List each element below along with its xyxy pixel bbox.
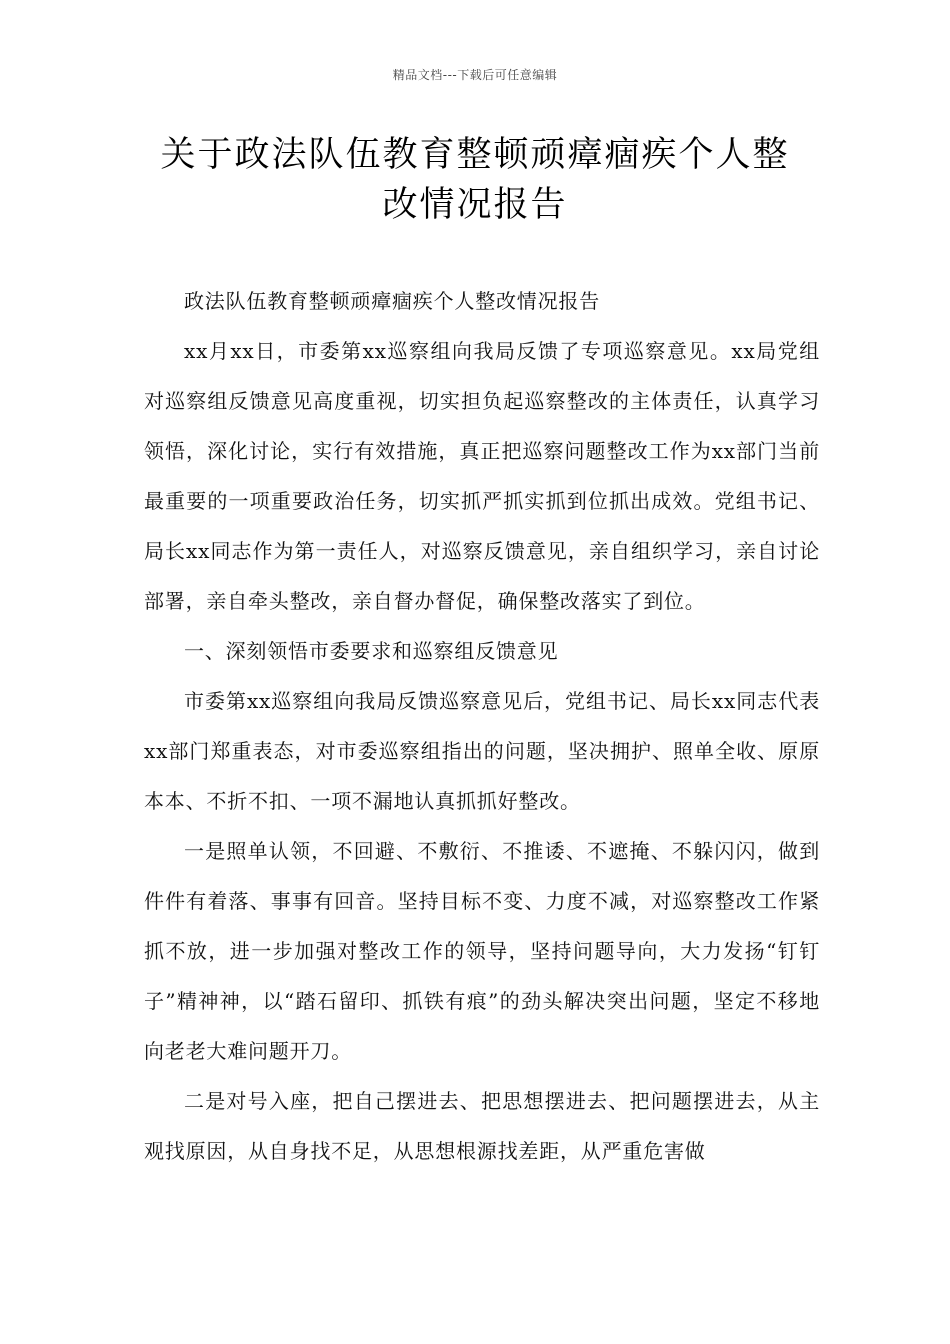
paragraph: 二是对号入座，把自己摆进去、把思想摆进去、把问题摆进去，从主观找原因，从自身找不足，从思想根源找差距，从严重危害做 — [144, 1089, 820, 1163]
title-line-1: 关于政法队伍教育整顿顽瘴痼疾个人整 — [160, 135, 790, 175]
header-note: 精品文档---下载后可任意编辑 — [392, 68, 558, 82]
document-title — [120, 130, 830, 230]
paragraph: xx月xx日，市委第xx巡察组向我局反馈了专项巡察意见。xx局党组对巡察组反馈意见高度重视，切实担负起巡察整改的主体责任，认真学习领悟，深化讨论，实行有效措施，真正把巡察问题整改工作为xx部门当前最重要的一项重要政治任务，切实抓严抓实抓到位抓出成效。党组书记、局长xx同志作为第一责任人，对巡察反馈意见，亲自组织学习，亲自讨论部署，亲自牵头整改，亲自督办督促，确保整改落实了到位。 — [144, 339, 820, 613]
paragraph: 市委第xx巡察组向我局反馈巡察意见后，党组书记、局长xx同志代表xx部门郑重表态，对市委巡察组指出的问题，坚决拥护、照单全收、原原本本、不折不扣、一项不漏地认真抓抓好整改。 — [144, 689, 820, 813]
document-body — [144, 276, 820, 1176]
section-heading: 一、深刻领悟市委要求和巡察组反馈意见 — [184, 639, 559, 663]
title-line-2: 改情况报告 — [382, 185, 568, 225]
paragraph: 一是照单认领，不回避、不敷衍、不推诿、不遮掩、不躲闪闪，做到件件有着落、事事有回音。坚持目标不变、力度不减，对巡察整改工作紧抓不放，进一步加强对整改工作的领导，坚持问题导向，大力发扬“钉钉子”精神神，以“踏石留印、抓铁有痕”的劲头解决突出问题，坚定不移地向老老大难问题开刀。 — [144, 839, 820, 1063]
paragraph-subtitle: 政法队伍教育整顿顽瘴痼疾个人整改情况报告 — [184, 289, 600, 313]
